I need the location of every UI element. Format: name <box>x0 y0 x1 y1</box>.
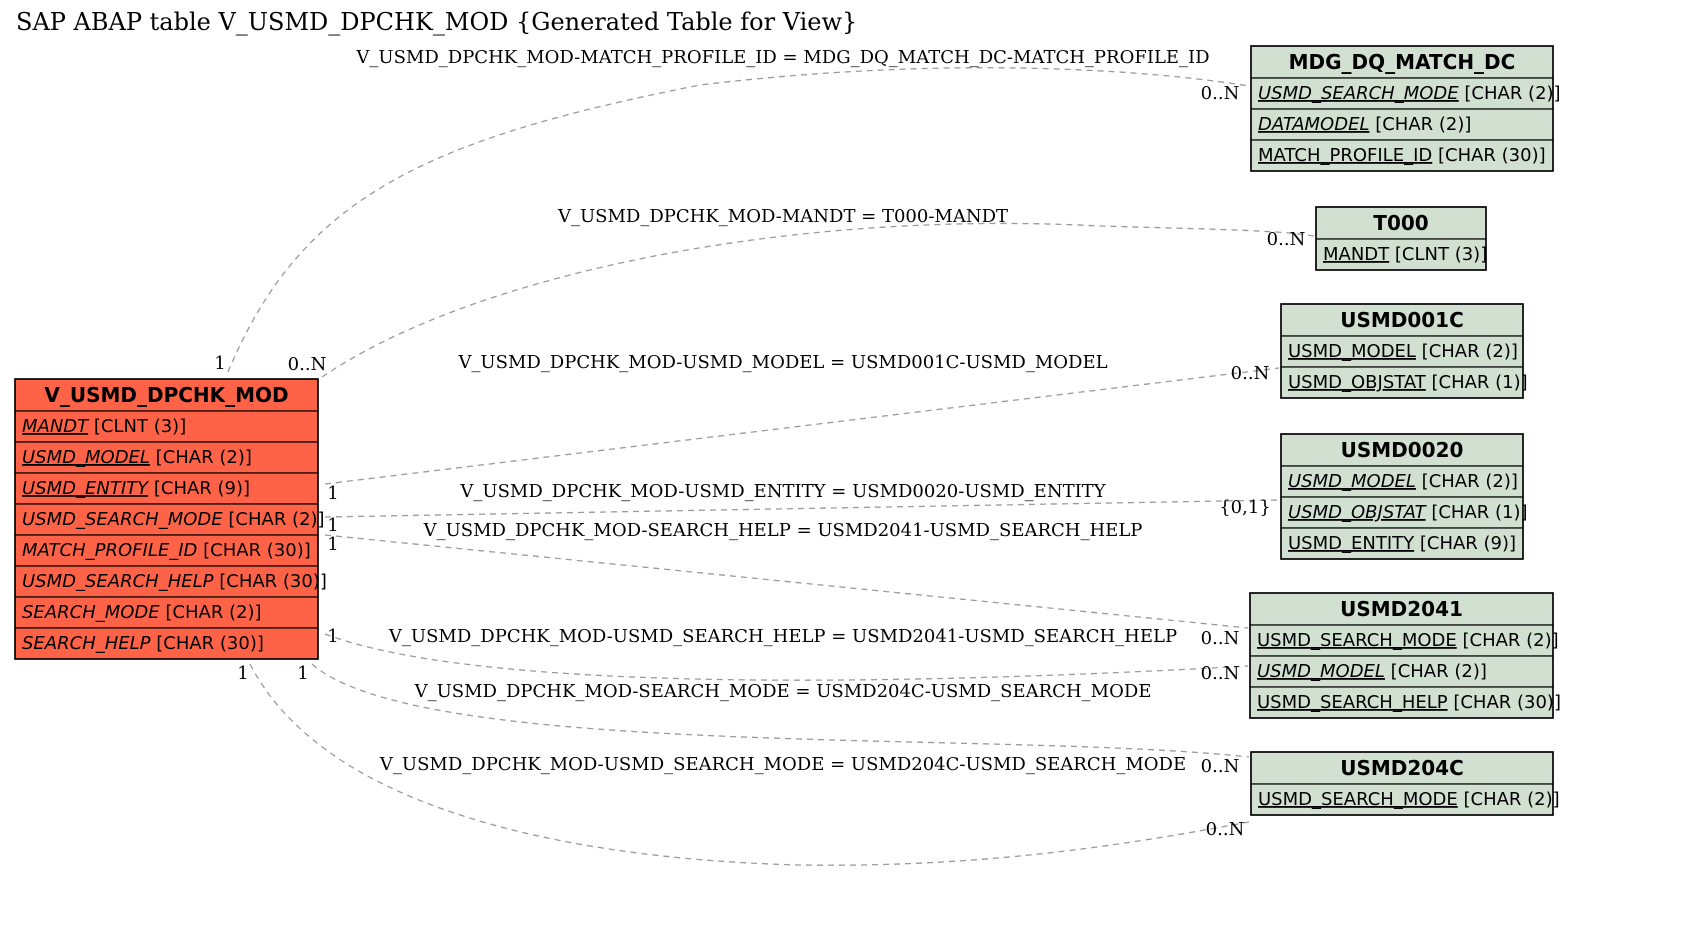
field-mandt <box>1323 244 1487 265</box>
source-cardinality: 1 <box>327 515 339 536</box>
field-type: [CHAR (30)] <box>1447 692 1561 713</box>
field-name: USMD_MODEL <box>1257 661 1385 682</box>
field-search-mode <box>22 602 262 623</box>
field-datamodel <box>1258 114 1471 135</box>
field-type: [CHAR (2)] <box>149 447 252 468</box>
field-name: USMD_OBJSTAT <box>1288 502 1426 523</box>
source-cardinality: 1 <box>327 534 339 555</box>
field-type: [CHAR (30)] <box>150 633 264 654</box>
field-type: [CHAR (2)] <box>1384 661 1487 682</box>
field-name: MATCH_PROFILE_ID <box>1258 145 1433 166</box>
field-usmd-model <box>22 447 252 468</box>
field-mandt <box>22 416 186 437</box>
table-name: USMD2041 <box>1340 597 1463 621</box>
relation-label: V_USMD_DPCHK_MOD-MANDT = T000-MANDT <box>557 206 1009 227</box>
relation-line <box>312 664 1249 757</box>
relation-label: V_USMD_DPCHK_MOD-USMD_MODEL = USMD001C-USMD_MODEL <box>458 352 1108 373</box>
table-usmd0020 <box>1281 434 1528 559</box>
field-match-profile-id <box>1258 145 1546 166</box>
field-name: DATAMODEL <box>1258 114 1370 135</box>
field-type: [CHAR (30)] <box>197 540 311 561</box>
field-usmd-search-help <box>1257 692 1561 713</box>
field-type: [CHAR (2)] <box>1457 789 1560 810</box>
relation-label: V_USMD_DPCHK_MOD-SEARCH_MODE = USMD204C-USMD_SEARCH_MODE <box>414 681 1152 702</box>
field-name: USMD_SEARCH_HELP <box>1257 692 1448 713</box>
field-usmd-model <box>1257 661 1487 682</box>
field-usmd-search-help <box>22 571 327 592</box>
field-name: USMD_MODEL <box>1288 341 1416 362</box>
field-type: [CLNT (3)] <box>88 416 187 437</box>
relation-lines <box>228 68 1314 865</box>
table-usmd2041 <box>1250 593 1561 718</box>
table-name: USMD001C <box>1340 308 1464 332</box>
source-cardinality: 1 <box>214 353 226 374</box>
table-name: USMD0020 <box>1340 438 1464 462</box>
field-usmd-model <box>1288 341 1518 362</box>
relation-line <box>325 535 1248 628</box>
target-cardinality: {0,1} <box>1219 497 1271 518</box>
relation-label: V_USMD_DPCHK_MOD-MATCH_PROFILE_ID = MDG_DQ_MATCH_DC-MATCH_PROFILE_ID <box>356 47 1210 68</box>
field-type: [CHAR (2)] <box>1456 630 1559 651</box>
field-name: SEARCH_HELP <box>22 633 151 654</box>
field-name: USMD_SEARCH_MODE <box>1257 630 1457 651</box>
relation-line <box>325 368 1279 484</box>
table-usmd001c <box>1281 304 1528 398</box>
table-mdg-dq-match-dc <box>1251 46 1561 171</box>
field-name: USMD_ENTITY <box>22 478 149 499</box>
field-name: SEARCH_MODE <box>22 602 160 623</box>
source-cardinality: 1 <box>327 483 339 504</box>
table-usmd204c <box>1251 752 1560 815</box>
field-type: [CHAR (30)] <box>1432 145 1546 166</box>
source-cardinality: 1 <box>297 663 309 684</box>
field-type: [CHAR (2)] <box>1369 114 1472 135</box>
field-type: [CLNT (3)] <box>1389 244 1488 265</box>
relation-label: V_USMD_DPCHK_MOD-USMD_SEARCH_MODE = USMD204C-USMD_SEARCH_MODE <box>379 754 1187 775</box>
field-usmd-search-mode <box>22 509 325 530</box>
field-name: USMD_SEARCH_MODE <box>1258 83 1459 104</box>
table-v-usmd-dpchk-mod <box>15 379 327 659</box>
field-name: USMD_MODEL <box>1288 471 1416 492</box>
field-type: [CHAR (9)] <box>148 478 251 499</box>
table-name: T000 <box>1373 211 1429 235</box>
field-type: [CHAR (1)] <box>1425 502 1528 523</box>
relation-label: V_USMD_DPCHK_MOD-USMD_ENTITY = USMD0020-USMD_ENTITY <box>460 481 1106 502</box>
field-usmd-entity <box>22 478 250 499</box>
field-match-profile-id <box>22 540 311 561</box>
field-name: USMD_SEARCH_HELP <box>22 571 214 592</box>
field-usmd-model <box>1288 471 1518 492</box>
field-type: [CHAR (2)] <box>1458 83 1561 104</box>
target-cardinality: 0..N <box>1200 663 1240 684</box>
table-t000 <box>1316 207 1487 270</box>
field-name: USMD_SEARCH_MODE <box>1258 789 1458 810</box>
source-cardinality: 1 <box>327 626 339 647</box>
field-name: USMD_ENTITY <box>1288 533 1415 554</box>
field-usmd-entity <box>1288 533 1516 554</box>
field-type: [CHAR (2)] <box>159 602 262 623</box>
field-type: [CHAR (1)] <box>1425 372 1528 393</box>
target-cardinality: 0..N <box>1200 83 1240 104</box>
table-name: V_USMD_DPCHK_MOD <box>44 383 289 407</box>
field-name: MANDT <box>1323 244 1390 265</box>
target-cardinality: 0..N <box>1266 229 1306 250</box>
relation-line <box>325 500 1279 517</box>
field-type: [CHAR (30)] <box>213 571 327 592</box>
field-name: MANDT <box>22 416 89 437</box>
target-cardinality: 0..N <box>1200 756 1240 777</box>
field-type: [CHAR (2)] <box>1415 341 1518 362</box>
table-name: USMD204C <box>1340 756 1464 780</box>
field-usmd-objstat <box>1288 502 1528 523</box>
field-type: [CHAR (2)] <box>222 509 325 530</box>
target-cardinality: 0..N <box>1200 628 1240 649</box>
table-name: MDG_DQ_MATCH_DC <box>1288 50 1516 74</box>
diagram-title: SAP ABAP table V_USMD_DPCHK_MOD {Generated Table for View} <box>16 8 858 36</box>
source-cardinality: 1 <box>237 663 249 684</box>
field-name: USMD_MODEL <box>22 447 150 468</box>
field-usmd-objstat <box>1288 372 1528 393</box>
field-usmd-search-mode <box>1257 630 1559 651</box>
target-cardinality: 0..N <box>1205 819 1245 840</box>
field-usmd-search-mode <box>1258 789 1560 810</box>
target-cardinality: 0..N <box>1230 363 1270 384</box>
relation-label: V_USMD_DPCHK_MOD-SEARCH_HELP = USMD2041-USMD_SEARCH_HELP <box>423 520 1143 541</box>
field-name: USMD_OBJSTAT <box>1288 372 1426 393</box>
field-search-help <box>22 633 264 654</box>
field-name: USMD_SEARCH_MODE <box>22 509 223 530</box>
relation-label: V_USMD_DPCHK_MOD-USMD_SEARCH_HELP = USMD2041-USMD_SEARCH_HELP <box>388 626 1178 647</box>
field-usmd-search-mode <box>1258 83 1561 104</box>
field-type: [CHAR (9)] <box>1414 533 1517 554</box>
source-cardinality: 0..N <box>287 354 327 375</box>
field-name: MATCH_PROFILE_ID <box>22 540 198 561</box>
field-type: [CHAR (2)] <box>1415 471 1518 492</box>
relation-labels <box>214 47 1305 840</box>
